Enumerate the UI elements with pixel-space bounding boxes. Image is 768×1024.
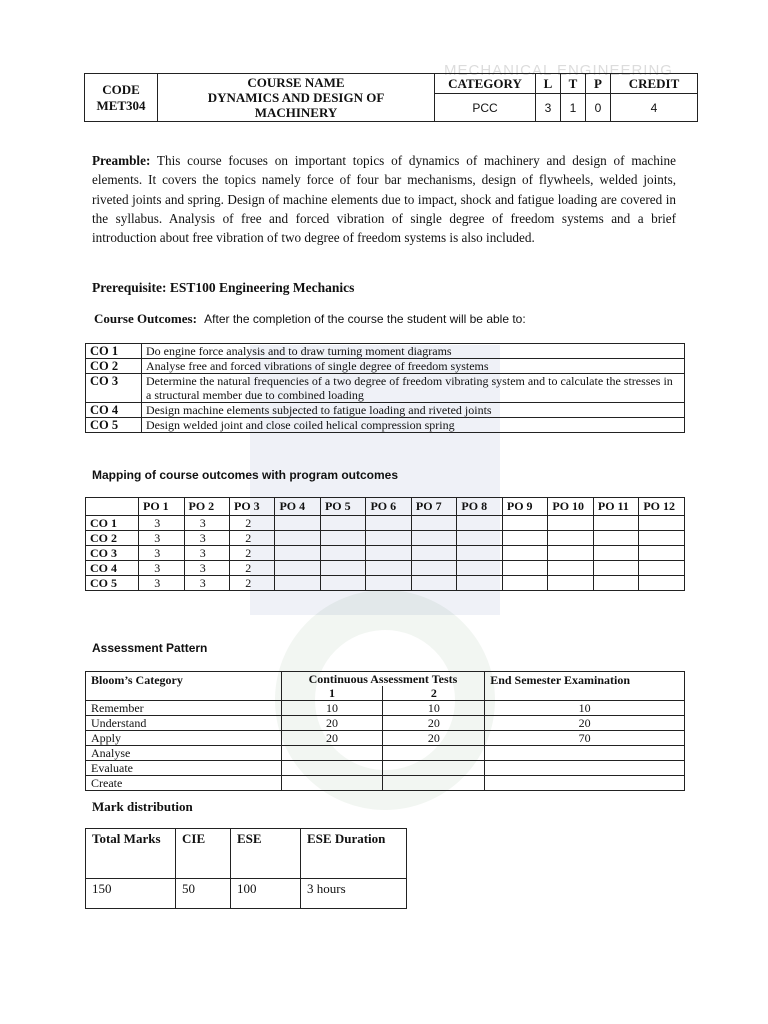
co-row: [86, 344, 685, 359]
po-column-header: PO 7: [411, 498, 456, 516]
test-2-mark: [383, 761, 485, 776]
mapping-cell: [366, 531, 411, 546]
mapping-cell: [639, 561, 685, 576]
course-name-label: COURSE NAME: [247, 75, 345, 90]
col-cat: Continuous Assessment Tests: [281, 672, 485, 687]
po-column-header: PO 9: [502, 498, 547, 516]
test-2-mark: 20: [383, 716, 485, 731]
assessment-row: [86, 731, 685, 746]
mapping-cell: [593, 576, 638, 591]
t-label: T: [561, 74, 586, 94]
ese-mark: [485, 776, 685, 791]
col-bloom: Bloom’s Category: [86, 672, 282, 701]
mapping-title: Mapping of course outcomes with program outcomes: [92, 468, 399, 482]
mapping-cell: [457, 546, 502, 561]
ese-mark: 20: [485, 716, 685, 731]
assessment-row: [86, 716, 685, 731]
bloom-category: Analyse: [86, 746, 282, 761]
mapping-cell: 2: [229, 516, 274, 531]
test-2-mark: [383, 746, 485, 761]
mapping-cell: [275, 561, 320, 576]
ese-mark: 70: [485, 731, 685, 746]
co-id: CO 5: [86, 418, 142, 433]
mark-distribution-title: Mark distribution: [92, 799, 193, 814]
mark-header-cie: CIE: [176, 829, 231, 879]
course-header-table: [84, 73, 698, 122]
mapping-cell: [275, 516, 320, 531]
mapping-row: [86, 576, 685, 591]
assessment-pattern-table: [85, 671, 685, 791]
co-row: [86, 359, 685, 374]
co-row: [86, 418, 685, 433]
prerequisite: Prerequisite: EST100 Engineering Mechanics: [92, 280, 355, 295]
mapping-cell: [411, 546, 456, 561]
bloom-category: Apply: [86, 731, 282, 746]
mapping-cell: [366, 546, 411, 561]
test-2-mark: 10: [383, 701, 485, 716]
co-po-mapping-table: [85, 497, 685, 591]
course-outcomes-label: Course Outcomes:: [94, 311, 197, 326]
mapping-cell: [639, 576, 685, 591]
co-text: Design welded joint and close coiled helical compression spring: [142, 418, 685, 433]
mapping-cell: 3: [184, 576, 229, 591]
p-value: 0: [586, 94, 611, 122]
mapping-corner-cell: [86, 498, 139, 516]
co-id: CO 1: [86, 344, 142, 359]
assessment-title: Assessment Pattern: [92, 641, 208, 655]
mapping-cell: [320, 576, 365, 591]
po-column-header: PO 4: [275, 498, 320, 516]
mapping-cell: [593, 561, 638, 576]
po-column-header: PO 12: [639, 498, 685, 516]
co-text: Do engine force analysis and to draw turning moment diagrams: [142, 344, 685, 359]
mapping-cell: [502, 516, 547, 531]
mapping-cell: 3: [184, 516, 229, 531]
po-column-header: PO 1: [139, 498, 184, 516]
assessment-row: [86, 746, 685, 761]
mark-distribution-table: [85, 828, 407, 909]
mapping-row: [86, 516, 685, 531]
test-2-mark: 20: [383, 731, 485, 746]
co-id: CO 4: [86, 403, 142, 418]
mapping-cell: [502, 546, 547, 561]
test-1-mark: [281, 761, 383, 776]
test-1-mark: [281, 746, 383, 761]
co-id: CO 3: [86, 374, 142, 403]
credit-value: 4: [611, 94, 698, 122]
mapping-cell: 3: [184, 561, 229, 576]
assessment-row: [86, 776, 685, 791]
mapping-row: [86, 561, 685, 576]
co-row: [86, 403, 685, 418]
po-column-header: PO 11: [593, 498, 638, 516]
mapping-co-id: CO 1: [86, 516, 139, 531]
mapping-cell: [548, 516, 593, 531]
mapping-cell: [639, 546, 685, 561]
mapping-cell: [593, 546, 638, 561]
preamble-text: This course focuses on important topics of dynamics of machinery and design of machine elements. It covers the topics namely force of four bar mechanisms, design of flywheels, welded joints, riveted joints and spring. Design of machine elements due to impact, shock and fatigue loading are covered in the syllabus. Analysis of free and forced vibration of single degree of freedom systems and a brief introduction about free vibration of two degree of freedom systems is also included.: [92, 153, 676, 246]
col-ese: End Semester Examination: [485, 672, 685, 701]
course-name-value: DYNAMICS AND DESIGN OF MACHINERY: [207, 90, 385, 120]
mapping-cell: [411, 531, 456, 546]
mapping-cell: [320, 561, 365, 576]
assessment-row: [86, 701, 685, 716]
mapping-cell: [502, 576, 547, 591]
col-cat-1: 1: [281, 686, 383, 701]
mapping-cell: [366, 576, 411, 591]
mapping-cell: [275, 531, 320, 546]
mapping-cell: 2: [229, 531, 274, 546]
mapping-co-id: CO 5: [86, 576, 139, 591]
mapping-co-id: CO 4: [86, 561, 139, 576]
mapping-cell: [548, 531, 593, 546]
mapping-cell: [639, 531, 685, 546]
mapping-co-id: CO 3: [86, 546, 139, 561]
mapping-cell: 2: [229, 561, 274, 576]
po-column-header: PO 8: [457, 498, 502, 516]
mark-value-duration: 3 hours: [301, 879, 407, 909]
mapping-cell: 3: [139, 576, 184, 591]
po-column-header: PO 2: [184, 498, 229, 516]
bloom-category: Evaluate: [86, 761, 282, 776]
course-outcomes-intro: After the completion of the course the student will be able to:: [204, 312, 526, 326]
test-1-mark: 10: [281, 701, 383, 716]
mark-value-ese: 100: [231, 879, 301, 909]
po-column-header: PO 5: [320, 498, 365, 516]
l-label: L: [536, 74, 561, 94]
mapping-cell: [366, 561, 411, 576]
mark-value-total: 150: [86, 879, 176, 909]
co-text: Determine the natural frequencies of a two degree of freedom vibrating system and to calculate the stresses in a structural member due to combined loading: [142, 374, 685, 403]
mapping-cell: [457, 561, 502, 576]
mark-header-ese: ESE: [231, 829, 301, 879]
mapping-cell: [366, 516, 411, 531]
mark-header-duration: ESE Duration: [301, 829, 407, 879]
course-name-cell: [158, 74, 435, 122]
mapping-cell: [275, 576, 320, 591]
mapping-cell: [457, 516, 502, 531]
preamble-label: Preamble:: [92, 153, 151, 168]
po-column-header: PO 3: [229, 498, 274, 516]
mapping-cell: 2: [229, 576, 274, 591]
mapping-cell: [548, 546, 593, 561]
mapping-co-id: CO 2: [86, 531, 139, 546]
test-1-mark: 20: [281, 731, 383, 746]
mapping-cell: [548, 561, 593, 576]
mapping-cell: 3: [139, 531, 184, 546]
co-text: Analyse free and forced vibrations of single degree of freedom systems: [142, 359, 685, 374]
mapping-cell: [639, 516, 685, 531]
mapping-cell: [275, 546, 320, 561]
course-outcomes-heading: [94, 311, 526, 327]
code-value: MET304: [96, 97, 146, 113]
mapping-cell: 3: [139, 516, 184, 531]
credit-label: CREDIT: [611, 74, 698, 94]
ese-mark: [485, 746, 685, 761]
mapping-cell: 3: [184, 531, 229, 546]
assessment-row: [86, 761, 685, 776]
test-2-mark: [383, 776, 485, 791]
mapping-cell: 3: [139, 561, 184, 576]
mapping-cell: 3: [139, 546, 184, 561]
bloom-category: Remember: [86, 701, 282, 716]
col-cat-2: 2: [383, 686, 485, 701]
code-label: CODE: [102, 81, 140, 97]
category-label: CATEGORY: [435, 74, 536, 94]
t-value: 1: [561, 94, 586, 122]
watermark-dept: MECHANICAL ENGINEERING: [444, 62, 673, 79]
code-cell: [85, 74, 158, 122]
mapping-cell: [457, 576, 502, 591]
po-column-header: PO 6: [366, 498, 411, 516]
mapping-cell: [593, 531, 638, 546]
mapping-cell: [548, 576, 593, 591]
mapping-cell: [502, 531, 547, 546]
l-value: 3: [536, 94, 561, 122]
po-column-header: PO 10: [548, 498, 593, 516]
mapping-cell: 2: [229, 546, 274, 561]
mapping-cell: [320, 516, 365, 531]
mapping-row: [86, 546, 685, 561]
mapping-cell: [320, 546, 365, 561]
co-id: CO 2: [86, 359, 142, 374]
test-1-mark: 20: [281, 716, 383, 731]
preamble: [92, 151, 676, 247]
mapping-cell: [411, 561, 456, 576]
co-text: Design machine elements subjected to fatigue loading and riveted joints: [142, 403, 685, 418]
mapping-cell: [593, 516, 638, 531]
bloom-category: Create: [86, 776, 282, 791]
mapping-cell: [457, 531, 502, 546]
ese-mark: [485, 761, 685, 776]
mapping-cell: [411, 576, 456, 591]
mapping-cell: 3: [184, 546, 229, 561]
category-value: PCC: [435, 94, 536, 122]
mapping-cell: [411, 516, 456, 531]
mark-header-total: Total Marks: [86, 829, 176, 879]
mapping-cell: [320, 531, 365, 546]
co-row: [86, 374, 685, 403]
mark-value-cie: 50: [176, 879, 231, 909]
p-label: P: [586, 74, 611, 94]
course-outcomes-table: [85, 343, 685, 433]
test-1-mark: [281, 776, 383, 791]
ese-mark: 10: [485, 701, 685, 716]
mapping-cell: [502, 561, 547, 576]
mapping-row: [86, 531, 685, 546]
bloom-category: Understand: [86, 716, 282, 731]
